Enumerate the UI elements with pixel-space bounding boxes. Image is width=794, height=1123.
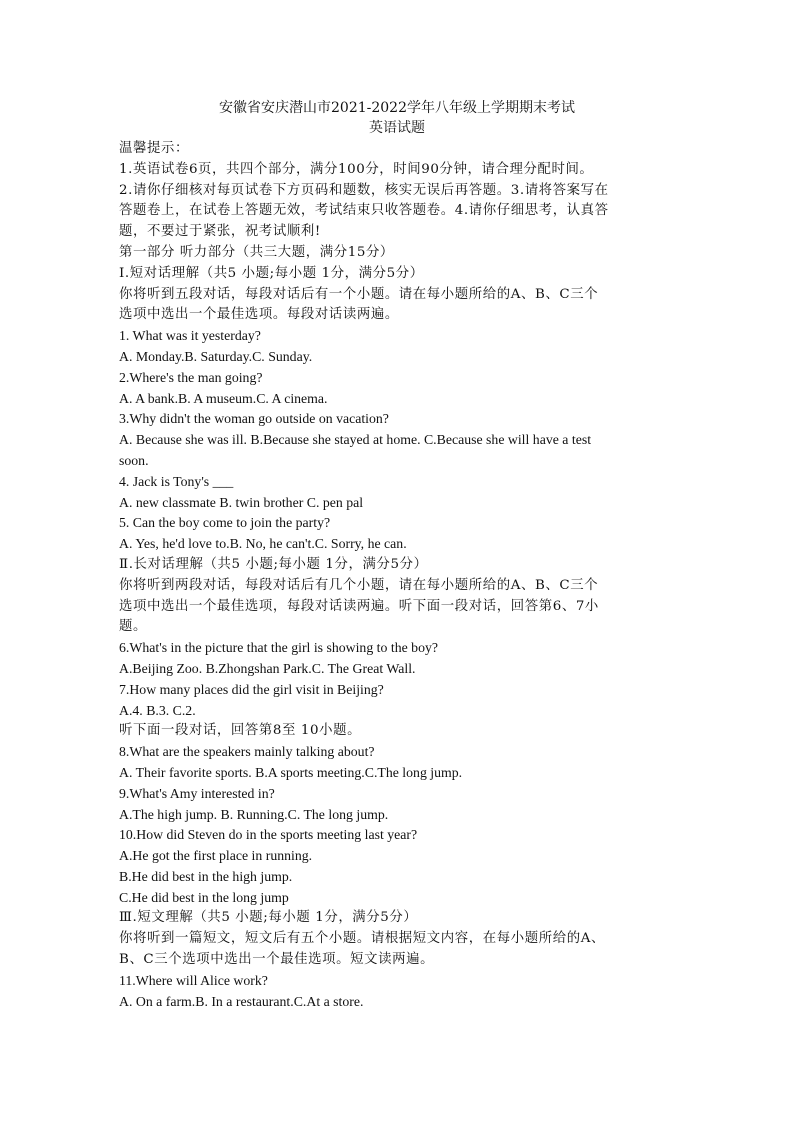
text-line: 4. Jack is Tony's ___ — [119, 473, 234, 489]
text-line: A. On a farm.B. In a restaurant.C.At a store. — [119, 993, 364, 1009]
text-line: A. Their favorite sports. B.A sports meeting.C.The long jump. — [119, 764, 463, 780]
text-line: C.He did best in the long jump — [119, 889, 289, 905]
text-line: 9.What's Amy interested in? — [119, 785, 275, 801]
text-line: 7.How many places did the girl visit in Beijing? — [119, 681, 384, 697]
text-line: 10.How did Steven do in the sports meeting last year? — [119, 827, 418, 843]
text-line: 题。 — [119, 619, 147, 635]
text-line: 2.Where's the man going? — [119, 369, 263, 385]
text-line: 第一部分 听力部分（共三大题，满分15分） — [119, 244, 394, 260]
exam-header — [0, 98, 794, 138]
text-line: Ⅲ.短文理解（共5 小题;每小题 1分，满分5分） — [119, 910, 418, 926]
exam-subtitle: 英语试题 — [369, 120, 425, 136]
text-line: 你将听到五段对话，每段对话后有一个小题。请在每小题所给的A、B、C三个 — [119, 286, 599, 302]
text-line: Ⅰ.短对话理解（共5 小题;每小题 1分，满分5分） — [119, 265, 424, 281]
text-line: A.4. B.3. C.2. — [119, 702, 196, 718]
text-line: A.He got the first place in running. — [119, 848, 313, 864]
text-line: A. A bank.B. A museum.C. A cinema. — [119, 390, 328, 406]
text-line: 5. Can the boy come to join the party? — [119, 515, 331, 531]
text-line: 2.请你仔细核对每页试卷下方页码和题数，核实无误后再答题。3.请将答案写在 — [119, 182, 609, 198]
exam-body — [119, 139, 679, 1012]
text-line: B.He did best in the high jump. — [119, 868, 293, 884]
text-line: A. Yes, he'd love to.B. No, he can't.C. Sorry, he can. — [119, 536, 407, 552]
text-line: 1. What was it yesterday? — [119, 328, 261, 344]
text-line: 听下面一段对话，回答第8至 10小题。 — [119, 723, 362, 739]
text-line: A.Beijing Zoo. B.Zhongshan Park.C. The Great Wall. — [119, 660, 416, 676]
text-line: 6.What's in the picture that the girl is showing to the boy? — [119, 640, 438, 656]
text-line: Ⅱ.长对话理解（共5 小题;每小题 1分，满分5分） — [119, 556, 428, 572]
text-line: 选项中选出一个最佳选项，每段对话读两遍。听下面一段对话，回答第6、7小 — [119, 598, 599, 614]
exam-title: 安徽省安庆潜山市2021-2022学年八年级上学期期末考试 — [219, 100, 575, 116]
text-line: A. Monday.B. Saturday.C. Sunday. — [119, 348, 313, 364]
text-line: 11.Where will Alice work? — [119, 972, 268, 988]
text-line: 你将听到两段对话，每段对话后有几个小题，请在每小题所给的A、B、C三个 — [119, 577, 599, 593]
text-line: 温馨提示： — [119, 141, 189, 156]
text-line: B、C三个选项中选出一个最佳选项。短文读两遍。 — [119, 952, 435, 968]
text-line: A. Because she was ill. B.Because she stayed at home. C.Because she will have a test — [119, 432, 592, 448]
text-line: 题，不要过于紧张，祝考试顺利! — [119, 224, 321, 240]
text-line: 选项中选出一个最佳选项。每段对话读两遍。 — [119, 307, 399, 323]
text-line: 1.英语试卷6页，共四个部分，满分100分，时间90分钟，请合理分配时间。 — [119, 161, 594, 177]
text-line: A.The high jump. B. Running.C. The long jump. — [119, 806, 389, 822]
text-line: 你将听到一篇短文，短文后有五个小题。请根据短文内容，在每小题所给的A、 — [119, 931, 605, 947]
text-line: 8.What are the speakers mainly talking about? — [119, 744, 375, 760]
text-line: A. new classmate B. twin brother C. pen pal — [119, 494, 364, 510]
text-line: 3.Why didn't the woman go outside on vacation? — [119, 411, 389, 427]
text-line: soon. — [119, 452, 149, 468]
text-line: 答题卷上，在试卷上答题无效，考试结束只收答题卷。4.请你仔细思考，认真答 — [119, 203, 609, 219]
